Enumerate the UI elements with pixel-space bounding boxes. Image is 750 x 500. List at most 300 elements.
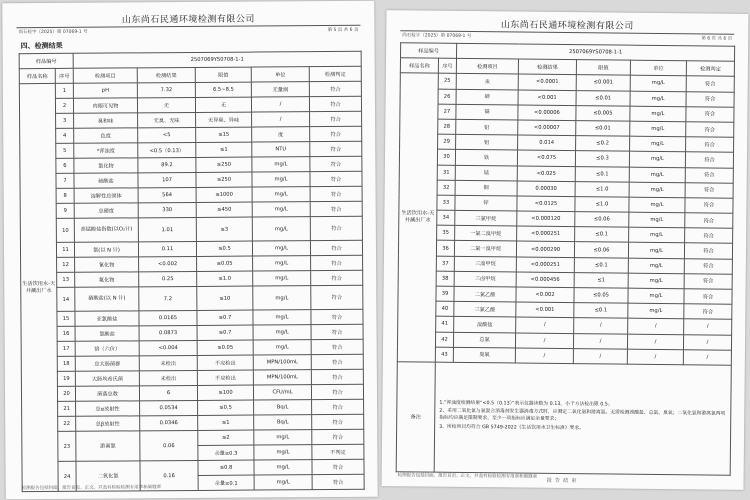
- test-item: 游离氯: [76, 431, 140, 461]
- judgement: 符合: [312, 399, 364, 414]
- notes-content: [434, 362, 731, 475]
- unit: mg/L: [254, 460, 312, 475]
- judgement: 符合: [684, 243, 732, 259]
- unit: mg/L: [254, 445, 312, 460]
- limit-value: ≤250: [196, 157, 252, 172]
- test-item: 氟化物: [75, 272, 139, 287]
- sample-name: 生活饮用水-天井涮出厂水: [19, 83, 58, 491]
- test-result: 1.01: [138, 217, 196, 241]
- judgement: 符合: [686, 137, 734, 153]
- results-table: [396, 42, 736, 489]
- test-item: 溶解性总固体: [74, 188, 138, 203]
- limit-value: ≤10: [197, 286, 253, 310]
- row-number: 16: [57, 326, 75, 341]
- notes-label: 备注: [396, 362, 435, 472]
- judgement: 符合: [311, 339, 363, 354]
- test-item: 溴酸盐: [454, 317, 516, 333]
- row-number: 6: [56, 158, 74, 173]
- limit-value: 无异臭、异味: [196, 112, 252, 127]
- unit: CFU/mL: [253, 385, 311, 400]
- test-item: 总大肠菌群: [75, 356, 139, 371]
- judgement: 符合: [311, 324, 363, 339]
- test-result: 无臭、无味: [138, 112, 196, 127]
- limit-value: ≤0.7: [197, 310, 253, 325]
- test-result: 330: [138, 202, 196, 217]
- row-number: 31: [437, 165, 455, 180]
- test-item: 三卤甲烷: [454, 271, 516, 287]
- limit-value: ≤0.2: [576, 136, 630, 152]
- row-number: 18: [57, 356, 75, 371]
- judgement: 符合: [311, 354, 363, 369]
- row-number: 21: [58, 401, 76, 416]
- row-number: 13: [57, 272, 75, 287]
- judgement: 符合: [685, 213, 733, 229]
- limit-value: ≤0.1: [574, 303, 628, 319]
- test-item: 硫酸盐: [74, 173, 138, 188]
- judgement: 符合: [684, 274, 732, 290]
- test-item: pH: [73, 83, 137, 98]
- test-result: 0.00030: [517, 181, 575, 197]
- column-header: 检测判定: [686, 61, 734, 77]
- unit: mg/L: [629, 227, 685, 243]
- unit: /: [627, 334, 683, 350]
- column-header: 序号: [55, 68, 73, 83]
- limit-value: ≤1.0: [575, 196, 629, 212]
- test-item: 锰: [455, 165, 517, 181]
- unit: mg/L: [253, 325, 311, 340]
- limit-value: 无: [195, 97, 251, 112]
- test-result: 0.16: [140, 460, 198, 490]
- judgement: 符合: [310, 171, 362, 186]
- row-number: 2: [55, 98, 73, 113]
- unit: mg/L: [628, 258, 684, 274]
- test-item: 二氧化氯: [76, 461, 140, 491]
- row-number: 28: [438, 119, 456, 134]
- judgement: 符合: [685, 182, 733, 198]
- test-result: <0.0001: [518, 74, 576, 90]
- test-result: <0.000290: [516, 241, 574, 257]
- judgement: 符合: [311, 369, 363, 384]
- test-item: 三氯乙酸: [454, 302, 516, 318]
- unit: mg/L: [252, 157, 310, 172]
- unit: mg/L: [630, 106, 686, 122]
- row-number: 34: [437, 210, 455, 225]
- row-number: 43: [435, 347, 453, 362]
- limit-value: 不应检出: [197, 355, 253, 370]
- sample-number-label: 样品编号: [19, 53, 73, 68]
- limit-value: ≤250: [196, 172, 252, 187]
- test-item: 氨(以 N 计): [74, 242, 138, 257]
- judgement: 符合: [312, 459, 364, 474]
- column-header: 限值: [576, 60, 630, 76]
- unit: mg/L: [253, 286, 311, 310]
- test-result: 107: [138, 172, 196, 187]
- unit: mg/L: [628, 243, 684, 259]
- judgement: 符合: [684, 258, 732, 274]
- limit-value: ≤1.0: [197, 271, 253, 286]
- test-item: *浑浊度: [74, 143, 138, 158]
- test-result: <5: [138, 127, 196, 142]
- judgement: 符合: [686, 107, 734, 123]
- column-header: 样品名称: [19, 68, 55, 83]
- test-result: <0.025: [517, 165, 575, 181]
- row-number: 25: [438, 74, 456, 89]
- test-item: 汞: [456, 74, 518, 90]
- judgement: 符合: [310, 141, 362, 156]
- test-item: 总氯: [453, 332, 515, 348]
- judgement: 符合: [310, 186, 362, 201]
- test-result: 6: [139, 385, 197, 400]
- row-number: 30: [437, 149, 455, 164]
- unit: NTU: [252, 142, 310, 157]
- test-item: 砷: [456, 89, 518, 105]
- judgement: 符合: [311, 309, 363, 324]
- test-item: 菌落总数: [75, 386, 139, 401]
- test-result: 7.32: [137, 82, 195, 97]
- test-item: 镉: [456, 104, 518, 120]
- limit-value: ≤0.5: [198, 400, 254, 415]
- judgement: 符合: [686, 91, 734, 107]
- judgement: 符合: [312, 414, 364, 429]
- limit-value: ≤0.5: [196, 241, 252, 256]
- judgement: /: [683, 349, 731, 365]
- test-item: 大肠埃希氏菌: [75, 371, 139, 386]
- unit: mg/L: [254, 475, 312, 490]
- row-number: 36: [436, 241, 454, 256]
- test-item: 硝酸盐(以 N 计): [75, 287, 139, 311]
- limit-value: ≤1: [196, 142, 252, 157]
- test-item: 总硬度: [74, 203, 138, 218]
- test-item: 三氯甲烷: [455, 210, 517, 226]
- limit-value: 余量≥0.1: [198, 475, 254, 490]
- unit: mg/L: [628, 288, 684, 304]
- row-number: 23: [58, 431, 76, 461]
- report-page-6: [382, 10, 749, 490]
- report-number: 尚石检字（2025）第 07069-1 号: [402, 33, 472, 40]
- test-result: 0.25: [139, 271, 197, 286]
- table-row: [21, 285, 363, 311]
- judgement: 符合: [310, 240, 362, 255]
- row-number: 5: [56, 143, 74, 158]
- test-item: 亚氯酸盐: [75, 311, 139, 326]
- unit: mg/L: [630, 76, 686, 92]
- test-result: 未检出: [139, 370, 197, 385]
- unit: mg/L: [253, 310, 311, 325]
- limit-value: ≤0.06: [574, 242, 628, 258]
- test-result: 0.0534: [140, 400, 198, 415]
- limit-value: ≤0.1: [574, 257, 628, 273]
- test-result: /: [516, 317, 574, 333]
- column-header: 检测判定: [309, 66, 361, 81]
- limit-value: ≤0.8: [198, 460, 254, 475]
- unit: mg/L: [628, 303, 684, 319]
- row-number: 8: [56, 188, 74, 203]
- test-result: <0.5（0.13）: [138, 142, 196, 157]
- limit-value: ≤0.001: [576, 75, 630, 91]
- test-result: <0.0125: [517, 196, 575, 212]
- test-result: <0.000120: [517, 211, 575, 227]
- unit: mg/L: [629, 212, 685, 228]
- judgement: 符合: [312, 474, 364, 489]
- judgement: 符合: [310, 216, 362, 240]
- unit: mg/L: [629, 167, 685, 183]
- unit: mg/L: [628, 273, 684, 289]
- judgement: 符合: [312, 429, 364, 444]
- test-item: 铬（六价）: [75, 341, 139, 356]
- row-number: 11: [56, 242, 74, 257]
- test-result: <0.00007: [518, 120, 576, 136]
- test-result: 0.06: [140, 430, 198, 460]
- test-item: 铝: [456, 134, 518, 150]
- judgement: /: [684, 319, 732, 335]
- unit: /: [628, 319, 684, 335]
- judgement: 符合: [310, 111, 362, 126]
- row-number: 20: [57, 386, 75, 401]
- limit-value: ≤0.1: [575, 227, 629, 243]
- test-item: 氯酸盐: [75, 326, 139, 341]
- column-header: 单位: [630, 60, 686, 76]
- test-result: 0.0873: [139, 325, 197, 340]
- judgement: 不判定: [312, 444, 364, 459]
- unit: /: [627, 349, 683, 365]
- judgement: 符合: [309, 96, 361, 111]
- judgement: 符合: [684, 289, 732, 305]
- test-result: 0.0165: [139, 310, 197, 325]
- test-item: 三溴甲烷: [454, 256, 516, 272]
- limit-value: ≤1: [574, 272, 628, 288]
- test-item: 二氯乙酸: [454, 286, 516, 302]
- row-number: 27: [438, 104, 456, 119]
- column-header: 检测项目: [73, 68, 137, 83]
- judgement: 符合: [311, 285, 363, 309]
- test-result: /: [515, 348, 573, 364]
- judgement: 符合: [310, 156, 362, 171]
- note-line: 3、所检项目均符合 GB 5749-2022《生活饮用水卫生标准》要求。: [439, 425, 584, 432]
- judgement: 符合: [310, 201, 362, 216]
- page-footer: 检测报告包括封面、报告首页、正文，并盖有检验检测专用章和骑缝章: [397, 473, 538, 480]
- test-result: 0.0346: [140, 415, 198, 430]
- unit: mg/L: [629, 197, 685, 213]
- limit-value: ≤0.05: [197, 256, 253, 271]
- unit: /: [252, 112, 310, 127]
- unit: mg/L: [252, 187, 310, 202]
- unit: mg/L: [630, 91, 686, 107]
- sample-number-label: 样品编号: [401, 43, 457, 59]
- test-result: 0.11: [138, 241, 196, 256]
- limit-value: ≤0.06: [575, 212, 629, 228]
- limit-value: ≤3: [196, 217, 252, 241]
- unit: mg/L: [630, 121, 686, 137]
- row-number: 15: [57, 311, 75, 326]
- test-item: 锌: [455, 195, 517, 211]
- limit-value: ≤450: [196, 202, 252, 217]
- row-number: 14: [57, 287, 75, 311]
- column-header: 限值: [195, 67, 251, 82]
- company-header: 山东尚石民通环境检测有限公司: [500, 20, 634, 32]
- limit-value: ≤0.1: [575, 166, 629, 182]
- limit-value: ≤0.7: [197, 325, 253, 340]
- report-number: 尚石检字（2025）第 07069-1 号: [18, 29, 88, 36]
- limit-value: /: [574, 318, 628, 334]
- unit: mg/L: [254, 430, 312, 445]
- unit: MPN/100mL: [253, 355, 311, 370]
- test-item: 总β放射性: [76, 416, 140, 431]
- unit: /: [251, 97, 309, 112]
- test-item: 氯化物: [74, 158, 138, 173]
- test-result: 无: [137, 97, 195, 112]
- limit-value: ≤15: [196, 127, 252, 142]
- limit-value: ≤0.3: [575, 151, 629, 167]
- column-header: 检测项目: [456, 59, 518, 75]
- test-result: <0.075: [517, 150, 575, 166]
- section-title: 四、检测结果: [20, 41, 63, 51]
- unit: mg/L: [253, 271, 311, 286]
- limit-value: ≤1000: [196, 187, 252, 202]
- row-number: 1: [55, 83, 73, 98]
- test-result: <0.002: [516, 287, 574, 303]
- judgement: 符合: [686, 122, 734, 138]
- row-number: 29: [438, 134, 456, 149]
- row-number: 10: [56, 218, 74, 242]
- company-header: 山东尚石民通环境检测有限公司: [121, 14, 255, 26]
- limit-value: ≤0.05: [197, 340, 253, 355]
- row-number: 33: [437, 195, 455, 210]
- row-number: 9: [56, 203, 74, 218]
- column-header: 单位: [251, 67, 309, 82]
- test-result: <0.004: [139, 340, 197, 355]
- test-result: <0.000251: [517, 226, 575, 242]
- unit: mg/L: [253, 256, 311, 271]
- column-header: 样品名称: [400, 58, 438, 74]
- column-header: 序号: [438, 58, 456, 73]
- judgement: 符合: [686, 76, 734, 92]
- row-number: 38: [436, 271, 454, 286]
- row-number: 26: [438, 89, 456, 104]
- page-number: 第 5 页 共 6 页: [327, 27, 359, 34]
- report-page-5: [2, 1, 377, 500]
- test-item: 色度: [74, 128, 138, 143]
- unit: mg/L: [252, 202, 310, 217]
- row-number: 4: [56, 128, 74, 143]
- unit: mg/L: [629, 151, 685, 167]
- column-header: 检测结果: [518, 59, 576, 75]
- page-number: 第 6 页 共 6 页: [701, 36, 733, 42]
- unit: MPN/100mL: [253, 370, 311, 385]
- limit-value: ≤0.01: [576, 90, 630, 106]
- row-number: 39: [436, 286, 454, 301]
- judgement: 符合: [685, 228, 733, 244]
- test-result: <0.002: [139, 256, 197, 271]
- limit-value: ≤1.0: [575, 181, 629, 197]
- note-line: 1.“浑浊度检测结果“<0.5（0.13）”表示仪器读数为 0.13，小于方法检出限 0.5；: [439, 400, 613, 408]
- results-table: [19, 51, 365, 492]
- judgement: 符合: [311, 384, 363, 399]
- test-result: <0.001: [516, 302, 574, 318]
- test-item: 一氯二溴甲烷: [455, 226, 517, 242]
- limit-value: ≤100: [197, 385, 253, 400]
- judgement: 符合: [311, 270, 363, 285]
- judgement: 符合: [685, 152, 733, 168]
- test-result: 0.014: [518, 135, 576, 151]
- test-item: 肉眼可见物: [73, 98, 137, 113]
- test-result: 89.2: [138, 157, 196, 172]
- test-item: 铅: [456, 119, 518, 135]
- test-result: <0.000251: [516, 257, 574, 273]
- test-result: <0.000456: [516, 272, 574, 288]
- table-row: [20, 216, 362, 242]
- judgement: 符合: [310, 126, 362, 141]
- sample-number-value: 2507069YS0708-1-1: [457, 43, 735, 61]
- test-result: <0.00006: [518, 105, 576, 121]
- limit-value: ≤0.005: [576, 105, 630, 121]
- test-result: <0.001: [518, 90, 576, 106]
- judgement: /: [683, 334, 731, 350]
- limit-value: 余量≥0.3: [198, 445, 254, 460]
- limit-value: ≤1: [198, 415, 254, 430]
- notes-row: [396, 362, 731, 475]
- sample-number-value: 2507069YS0708-1-1: [73, 51, 361, 68]
- test-item: 氰化物: [75, 257, 139, 272]
- test-result: /: [515, 333, 573, 349]
- row-number: 19: [57, 371, 75, 386]
- unit: mg/L: [629, 182, 685, 198]
- row-number: 32: [437, 180, 455, 195]
- sample-name: 生活饮用水-天井涮出厂水: [397, 73, 438, 362]
- limit-value: 6.5~8.5: [195, 82, 251, 97]
- row-number: 7: [56, 173, 74, 188]
- limit-value: ≤0.01: [576, 121, 630, 137]
- unit: mg/L: [252, 241, 310, 256]
- judgement: 符合: [684, 304, 732, 320]
- test-item: 铜: [455, 180, 517, 196]
- test-item: 总α放射性: [76, 401, 140, 416]
- row-number: 22: [58, 416, 76, 431]
- test-item: 臭和味: [74, 113, 138, 128]
- limit-value: /: [573, 348, 627, 364]
- judgement: 符合: [685, 167, 733, 183]
- unit: mg/L: [253, 340, 311, 355]
- limit-value: ≤2: [198, 430, 254, 445]
- unit: mg/L: [630, 136, 686, 152]
- row-number: 12: [57, 257, 75, 272]
- unit: mg/L: [252, 172, 310, 187]
- test-item: 铁: [455, 150, 517, 166]
- row-number: 42: [435, 332, 453, 347]
- page-footer: 检测报告包括封面、报告首页、正文，并盖有检验检测专用章和骑缝章: [21, 485, 162, 492]
- report-end-mark: 报告结束: [546, 478, 580, 485]
- note-line: 2、采用二氧化氯与氯混合消毒剂发生器消毒方式时，应测定二氧化氯和游离氯。无需检测溴酸盐、总氯、臭氧；二氧化氯和游离氯两项指标均应满足限制要求，至少一项指标应满足余量要求；: [439, 409, 726, 423]
- limit-value: ≤0.05: [574, 288, 628, 304]
- test-item: 高锰酸盐指数(以O₂计): [74, 218, 138, 242]
- row-number: 3: [56, 113, 74, 128]
- test-result: 564: [138, 187, 196, 202]
- judgement: 符合: [685, 198, 733, 214]
- row-number: 41: [436, 317, 454, 332]
- row-number: 24: [58, 461, 76, 491]
- unit: 无量纲: [251, 82, 309, 97]
- test-item: 二氯一溴甲烷: [454, 241, 516, 257]
- unit: Bq/L: [254, 415, 312, 430]
- test-result: 7.2: [139, 286, 197, 310]
- row-number: 35: [437, 225, 455, 240]
- column-header: 检测结果: [137, 67, 195, 82]
- unit: 度: [252, 127, 310, 142]
- limit-value: /: [573, 333, 627, 349]
- test-item: 臭氧: [453, 347, 515, 363]
- unit: Bq/L: [254, 400, 312, 415]
- row-number: 40: [436, 301, 454, 316]
- limit-value: 不应检出: [197, 370, 253, 385]
